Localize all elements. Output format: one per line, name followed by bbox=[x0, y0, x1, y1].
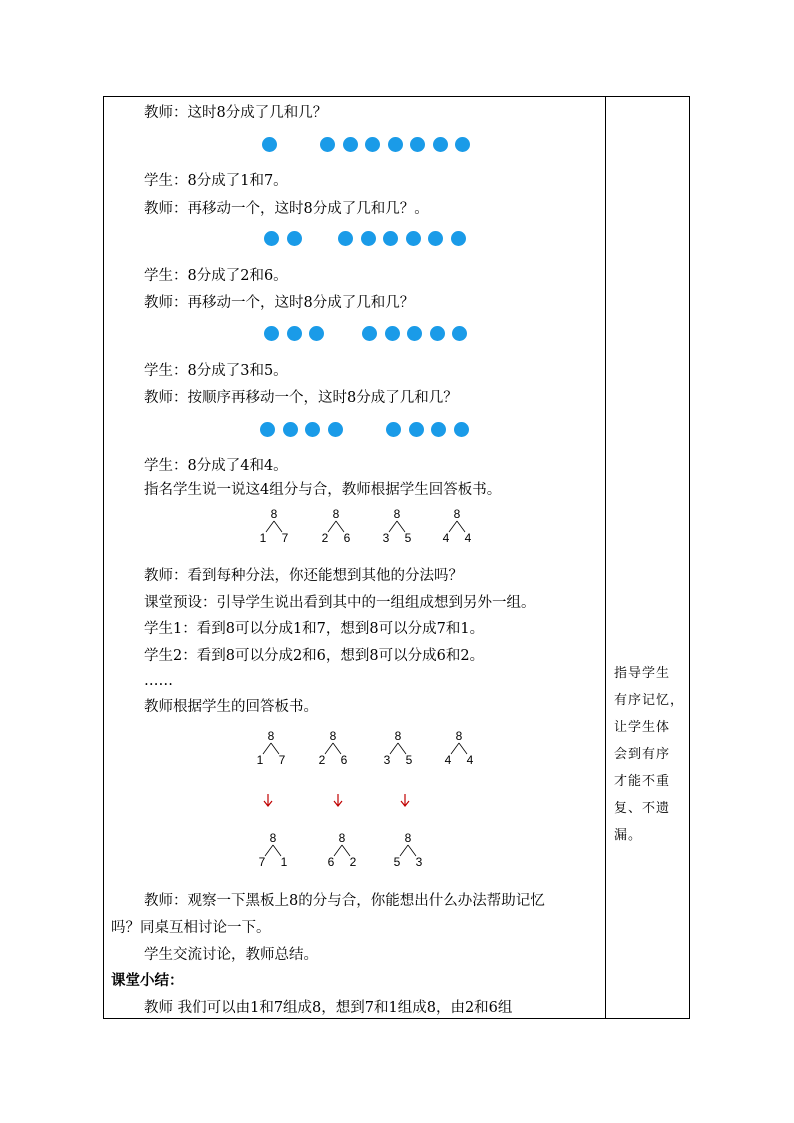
line-discussion: 学生交流讨论，教师总结。 bbox=[144, 947, 318, 963]
line-teacher-4: 教师：按顺序再移动一个，这时8分成了几和几？ bbox=[144, 390, 458, 406]
bond-total: 8 bbox=[394, 729, 402, 743]
bond-part-left: 6 bbox=[327, 855, 335, 869]
bond-branch-left bbox=[390, 743, 398, 754]
second-number-bond bbox=[257, 729, 286, 767]
bond-branch-left bbox=[328, 521, 336, 532]
bond-total: 8 bbox=[404, 831, 412, 845]
bond-branch-left bbox=[389, 521, 397, 532]
note-line: 指导学生 bbox=[614, 666, 671, 681]
reversed-number-bond bbox=[394, 831, 423, 869]
line-teacher-3: 教师：再移动一个，这时8分成了几和几？ bbox=[144, 295, 415, 311]
bond-total: 8 bbox=[455, 729, 463, 743]
bond-total: 8 bbox=[338, 831, 346, 845]
bond-part-left: 2 bbox=[321, 531, 329, 545]
first-number-bond bbox=[443, 507, 472, 545]
line-student-4: 学生：8分成了4和4。 bbox=[144, 458, 288, 474]
bond-branch-left bbox=[451, 743, 459, 754]
bond-part-left: 3 bbox=[383, 753, 391, 767]
first-number-bond bbox=[322, 507, 351, 545]
line-preset: 课堂预设：引导学生说出看到其中的一组组成想到另外一组。 bbox=[144, 595, 536, 611]
bond-total: 8 bbox=[267, 729, 275, 743]
bond-branch-left bbox=[265, 845, 273, 856]
note-line: 漏。 bbox=[614, 828, 643, 843]
bond-branch-left bbox=[334, 845, 342, 856]
first-number-bond bbox=[383, 507, 412, 545]
line-teacher-board: 教师根据学生的回答板书。 bbox=[144, 699, 318, 715]
bond-part-left: 7 bbox=[258, 855, 266, 869]
bond-total: 8 bbox=[332, 507, 340, 521]
line-teacher-6b: 吗？同桌互相讨论一下。 bbox=[111, 920, 271, 936]
bond-part-right: 4 bbox=[466, 753, 474, 767]
bond-part-left: 4 bbox=[444, 753, 452, 767]
bond-branch-left bbox=[449, 521, 457, 532]
bond-part-right: 2 bbox=[349, 855, 357, 869]
bond-total: 8 bbox=[269, 831, 277, 845]
note-line: 才能不重 bbox=[614, 774, 671, 789]
note-line: 复、不遗 bbox=[614, 801, 671, 816]
line-student-3: 学生：8分成了3和5。 bbox=[144, 363, 288, 379]
bond-part-left: 4 bbox=[442, 531, 450, 545]
line-teacher-1: 教师：这时8分成了几和几？ bbox=[144, 105, 328, 121]
bond-part-right: 7 bbox=[281, 531, 289, 545]
line-student-2: 学生：8分成了2和6。 bbox=[144, 268, 288, 284]
note-line: 有序记忆， bbox=[614, 693, 685, 708]
reversed-number-bond bbox=[259, 831, 288, 869]
line-student-b: 学生2：看到8可以分成2和6，想到8可以分成6和2。 bbox=[144, 648, 485, 664]
line-teacher-6a: 教师：观察一下黑板上8的分与合，你能想出什么办法帮助记忆 bbox=[144, 893, 545, 909]
bond-part-right: 6 bbox=[343, 531, 351, 545]
note-line: 会到有序 bbox=[614, 747, 671, 762]
bond-branch-left bbox=[266, 521, 274, 532]
bond-branch-left bbox=[263, 743, 271, 754]
bond-part-left: 3 bbox=[382, 531, 390, 545]
bond-part-right: 1 bbox=[280, 855, 288, 869]
bond-total: 8 bbox=[329, 729, 337, 743]
bond-total: 8 bbox=[270, 507, 278, 521]
first-number-bond bbox=[260, 507, 289, 545]
line-instruction: 指名学生说一说这4组分与合，教师根据学生回答板书。 bbox=[144, 482, 502, 498]
arrow-down-icon bbox=[401, 794, 409, 806]
line-ellipsis: …… bbox=[144, 673, 173, 689]
bond-total: 8 bbox=[393, 507, 401, 521]
bond-part-right: 6 bbox=[340, 753, 348, 767]
bond-part-left: 1 bbox=[259, 531, 267, 545]
bond-part-right: 7 bbox=[278, 753, 286, 767]
bond-part-right: 5 bbox=[404, 531, 412, 545]
line-summary: 教师 我们可以由1和7组成8，想到7和1组成8，由2和6组 bbox=[144, 1000, 513, 1016]
line-teacher-2: 教师：再移动一个，这时8分成了几和几？。 bbox=[144, 201, 429, 217]
bond-part-left: 5 bbox=[393, 855, 401, 869]
line-teacher-5: 教师：看到每种分法，你还能想到其他的分法吗？ bbox=[144, 568, 463, 584]
line-student-1: 学生：8分成了1和7。 bbox=[144, 173, 288, 189]
bond-part-right: 5 bbox=[405, 753, 413, 767]
second-number-bond bbox=[319, 729, 348, 767]
bond-part-right: 3 bbox=[415, 855, 423, 869]
arrow-down-icon bbox=[264, 794, 272, 806]
bond-branch-left bbox=[400, 845, 408, 856]
line-student-a: 学生1：看到8可以分成1和7，想到8可以分成7和1。 bbox=[144, 621, 485, 637]
side-note bbox=[614, 660, 686, 849]
note-line: 让学生体 bbox=[614, 720, 671, 735]
bond-branch-left bbox=[325, 743, 333, 754]
second-number-bond bbox=[445, 729, 474, 767]
summary-heading: 课堂小结： bbox=[111, 972, 184, 989]
bond-total: 8 bbox=[453, 507, 461, 521]
reversed-number-bond bbox=[328, 831, 357, 869]
bond-part-left: 1 bbox=[256, 753, 264, 767]
arrow-down-icon bbox=[334, 794, 342, 806]
second-number-bond bbox=[384, 729, 413, 767]
bond-part-right: 4 bbox=[464, 531, 472, 545]
bond-part-left: 2 bbox=[318, 753, 326, 767]
